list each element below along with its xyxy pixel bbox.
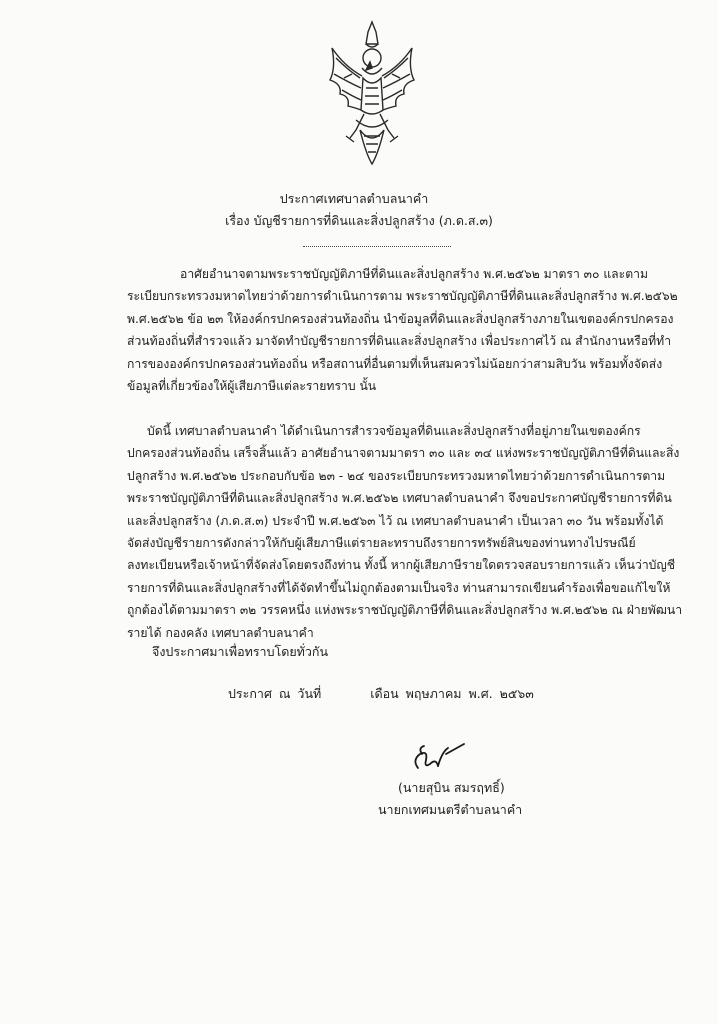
announcement-subject: เรื่อง บัญชีรายการที่ดินและสิ่งปลูกสร้าง (ภ.ด.ส.๓) bbox=[225, 213, 493, 228]
paragraph-1-line: ระเบียบกระทรวงมหาดไทยว่าด้วยการดำเนินการตาม พระราชบัญญัติภาษีที่ดินและสิ่งปลูกสร้าง พ.ศ.๒๕๖๒ bbox=[127, 289, 678, 304]
paragraph-1-line: ข้อมูลที่เกี่ยวข้องให้ผู้เสียภาษีแต่ละรายทราบ นั้น bbox=[127, 379, 377, 393]
announcement-month-year: เดือน พฤษภาคม พ.ศ. ๒๕๖๓ bbox=[370, 686, 534, 701]
paragraph-2-line: ถูกต้องได้ตามมาตรา ๓๒ วรรคหนึ่ง แห่งพระราชบัญญัติภาษีที่ดินและสิ่งปลูกสร้าง พ.ศ.๒๕๖๒ ณ ฝ่ายพัฒนา bbox=[127, 603, 683, 618]
paragraph-1-line: การขององค์กรปกครองส่วนท้องถิ่น หรือสถานที่อื่นตามที่เห็นสมควรไม่น้อยกว่าสามสิบวัน พร้อมทั้งจัดส่ง bbox=[127, 356, 663, 371]
paragraph-2-line: บัดนี้ เทศบาลตำบลนาคำ ได้ดำเนินการสำรวจข้อมูลที่ดินและสิ่งปลูกสร้างที่อยู่ภายในเขตองค์กร bbox=[147, 424, 641, 438]
paragraph-2-line: พระราชบัญญัติภาษีที่ดินและสิ่งปลูกสร้าง พ.ศ.๒๕๖๒ เทศบาลตำบลนาคำ จึงขอประกาศบัญชีรายการที่ดิน bbox=[127, 491, 672, 506]
paragraph-1-line: ส่วนท้องถิ่นที่สำรวจแล้ว มาจัดทำบัญชีรายการที่ดินและสิ่งปลูกสร้าง เพื่อประกาศไว้ ณ สำนักงานหรือที่ทำ bbox=[127, 334, 672, 349]
garuda-emblem-icon bbox=[326, 18, 418, 168]
closing-statement: จึงประกาศมาเพื่อทราบโดยทั่วกัน bbox=[152, 644, 329, 659]
dotted-divider bbox=[303, 246, 451, 247]
announcement-date-prefix: ประกาศ ณ วันที่ bbox=[228, 686, 322, 701]
signature-icon bbox=[408, 738, 468, 776]
signer-name: (นายสุบิน สมรฤทธิ์) bbox=[398, 780, 505, 795]
paragraph-2-line: ปกครองส่วนท้องถิ่น เสร็จสิ้นแล้ว อาศัยอำนาจตามมาตรา ๓๐ และ ๓๔ แห่งพระราชบัญญัติภาษีที่ดินและสิ่ง bbox=[127, 446, 680, 461]
announcement-title: ประกาศเทศบาลตำบลนาคำ bbox=[279, 191, 429, 206]
announcement-date bbox=[228, 684, 534, 704]
paragraph-1-line: อาศัยอำนาจตามพระราชบัญญัติภาษีที่ดินและสิ่งปลูกสร้าง พ.ศ.๒๕๖๒ มาตรา ๓๐ และตาม bbox=[180, 267, 648, 281]
paragraph-2-line: รายการที่ดินและสิ่งปลูกสร้างที่ได้จัดทำขึ้นไม่ถูกต้องตามเป็นจริง ท่านสามารถเขียนคำร้องเพื่อขอแก้ไขให้ bbox=[127, 580, 671, 595]
paragraph-2-line: ปลูกสร้าง พ.ศ.๒๕๖๒ ประกอบกับข้อ ๒๓ - ๒๔ ของระเบียบกระทรวงมหาดไทยว่าด้วยการดำเนินการตาม bbox=[127, 468, 666, 483]
paragraph-2-line: รายได้ กองคลัง เทศบาลตำบลนาคำ bbox=[127, 625, 314, 640]
paragraph-1-line: พ.ศ.๒๕๖๒ ข้อ ๒๓ ให้องค์กรปกครองส่วนท้องถิ่น นำข้อมูลที่ดินและสิ่งปลูกสร้างภายในเขตองค์กรปกครอง bbox=[127, 311, 674, 326]
paragraph-2-line: ลงทะเบียนหรือเจ้าหน้าที่จัดส่งโดยตรงถึงท่าน ทั้งนี้ หากผู้เสียภาษีรายใดตรวจสอบรายการแล้ว เห็นว่าบัญชี bbox=[127, 558, 676, 573]
paragraph-2-line: และสิ่งปลูกสร้าง (ภ.ด.ส.๓) ประจำปี พ.ศ.๒๕๖๓ ไว้ ณ เทศบาลตำบลนาคำ เป็นเวลา ๓๐ วัน พร้อมทั้งได้ bbox=[127, 513, 664, 528]
signer-title: นายกเทศมนตรีตำบลนาคำ bbox=[378, 802, 523, 817]
paragraph-2-line: จัดส่งบัญชีรายการดังกล่าวให้กับผู้เสียภาษีแต่รายละทราบถึงรายการทรัพย์สินของท่านทางไปรษณีย์ bbox=[127, 536, 636, 550]
